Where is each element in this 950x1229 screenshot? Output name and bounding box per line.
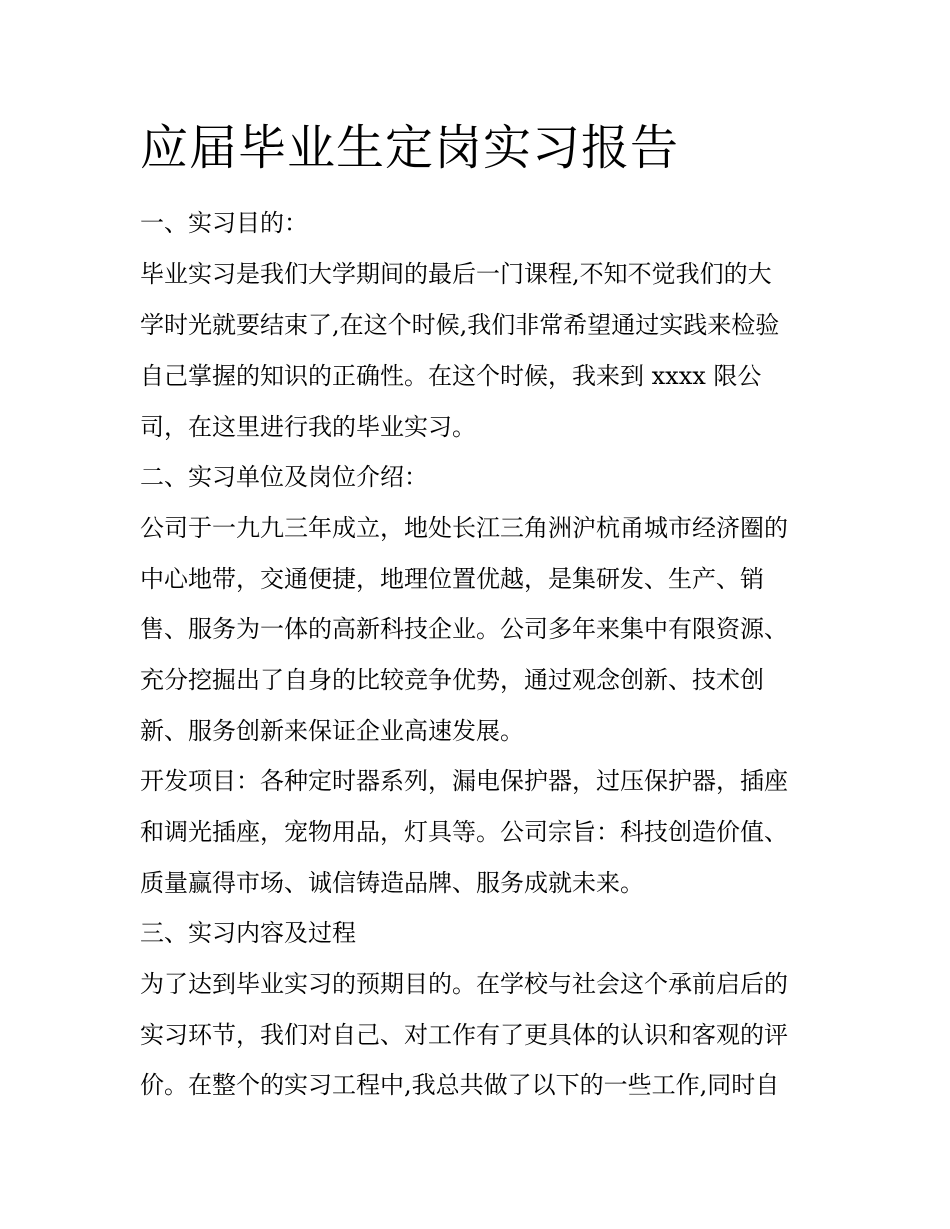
body-line: 实习环节，我们对自己、对工作有了更具体的认识和客观的评 (140, 1021, 788, 1049)
body-line: 为了达到毕业实习的预期目的。在学校与社会这个承前启后的 (140, 970, 788, 998)
heading-internship-content: 三、实习内容及过程 (140, 919, 356, 947)
body-line: 售、服务为一体的高新科技企业。公司多年来集中有限资源、 (140, 615, 788, 643)
heading-company-introduction: 二、实习单位及岗位介绍： (140, 463, 428, 491)
document-title: 应届毕业生定岗实习报告 (140, 120, 680, 176)
body-line: 价。在整个的实习工程中,我总共做了以下的一些工作,同时自 (140, 1071, 780, 1099)
body-line: 司，在这里进行我的毕业实习。 (140, 413, 476, 441)
heading-internship-purpose: 一、实习目的： (140, 209, 308, 237)
body-line: 公司于一九九三年成立，地处长江三角洲沪杭甬城市经济圈的 (140, 514, 788, 542)
body-line: 新、服务创新来保证企业高速发展。 (140, 717, 524, 745)
body-line: 充分挖掘出了自身的比较竞争优势，通过观念创新、技术创 (140, 666, 764, 694)
body-line: 开发项目：各种定时器系列，漏电保护器，过压保护器，插座 (140, 767, 788, 795)
body-line: 学时光就要结束了,在这个时候,我们非常希望通过实践来检验 (140, 311, 780, 339)
body-line: 和调光插座，宠物用品，灯具等。公司宗旨：科技创造价值、 (140, 818, 788, 846)
body-line: 中心地带，交通便捷，地理位置优越，是集研发、生产、销 (140, 565, 764, 593)
body-line: 毕业实习是我们大学期间的最后一门课程,不知不觉我们的大 (140, 260, 772, 288)
body-line: 自己掌握的知识的正确性。在这个时候，我来到 xxxx 限公 (140, 362, 762, 390)
body-line: 质量赢得市场、诚信铸造品牌、服务成就未来。 (140, 869, 644, 897)
